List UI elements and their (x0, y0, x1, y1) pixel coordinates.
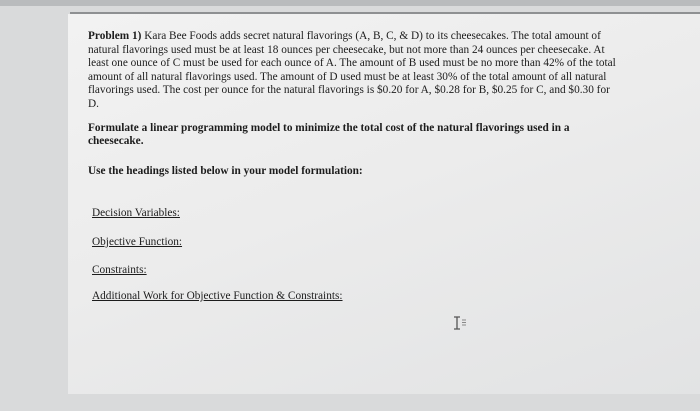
desk-background-strip (0, 0, 700, 6)
document-content (88, 30, 618, 178)
text-cursor-icon (452, 315, 468, 331)
page-top-border (70, 12, 700, 14)
headings-intro: Use the headings listed below in your model formulation: (88, 164, 363, 177)
problem-statement (88, 30, 618, 112)
heading-objective-function: Objective Function: (92, 236, 183, 248)
heading-decision-variables: Decision Variables: (92, 207, 180, 219)
heading-constraints: Constraints: (92, 264, 147, 276)
heading-additional-work: Additional Work for Objective Function & Constraints: (92, 290, 343, 302)
problem-label: Problem 1) (88, 30, 142, 42)
problem-text: Kara Bee Foods adds secret natural flavorings (A, B, C, & D) to its cheesecakes. The total amount of natural flavorings used must be at least 18 ounces per cheesecake, but not more than 24 ounces per cheesecake. At least one ounce of C must be used for each ounce of A. The amount of B used must be no more than 42% of the total amount of all natural flavorings used. The amount of D used must be at least 30% of the total amount of all natural flavorings used. The cost per ounce for the natural flavorings is $0.20 for A, $0.28 for B, $0.25 for C, and $0.30 for D. (88, 30, 616, 110)
instruction-text: Formulate a linear programming model to minimize the total cost of the natural flavorings used in a cheesecake. (88, 121, 570, 148)
